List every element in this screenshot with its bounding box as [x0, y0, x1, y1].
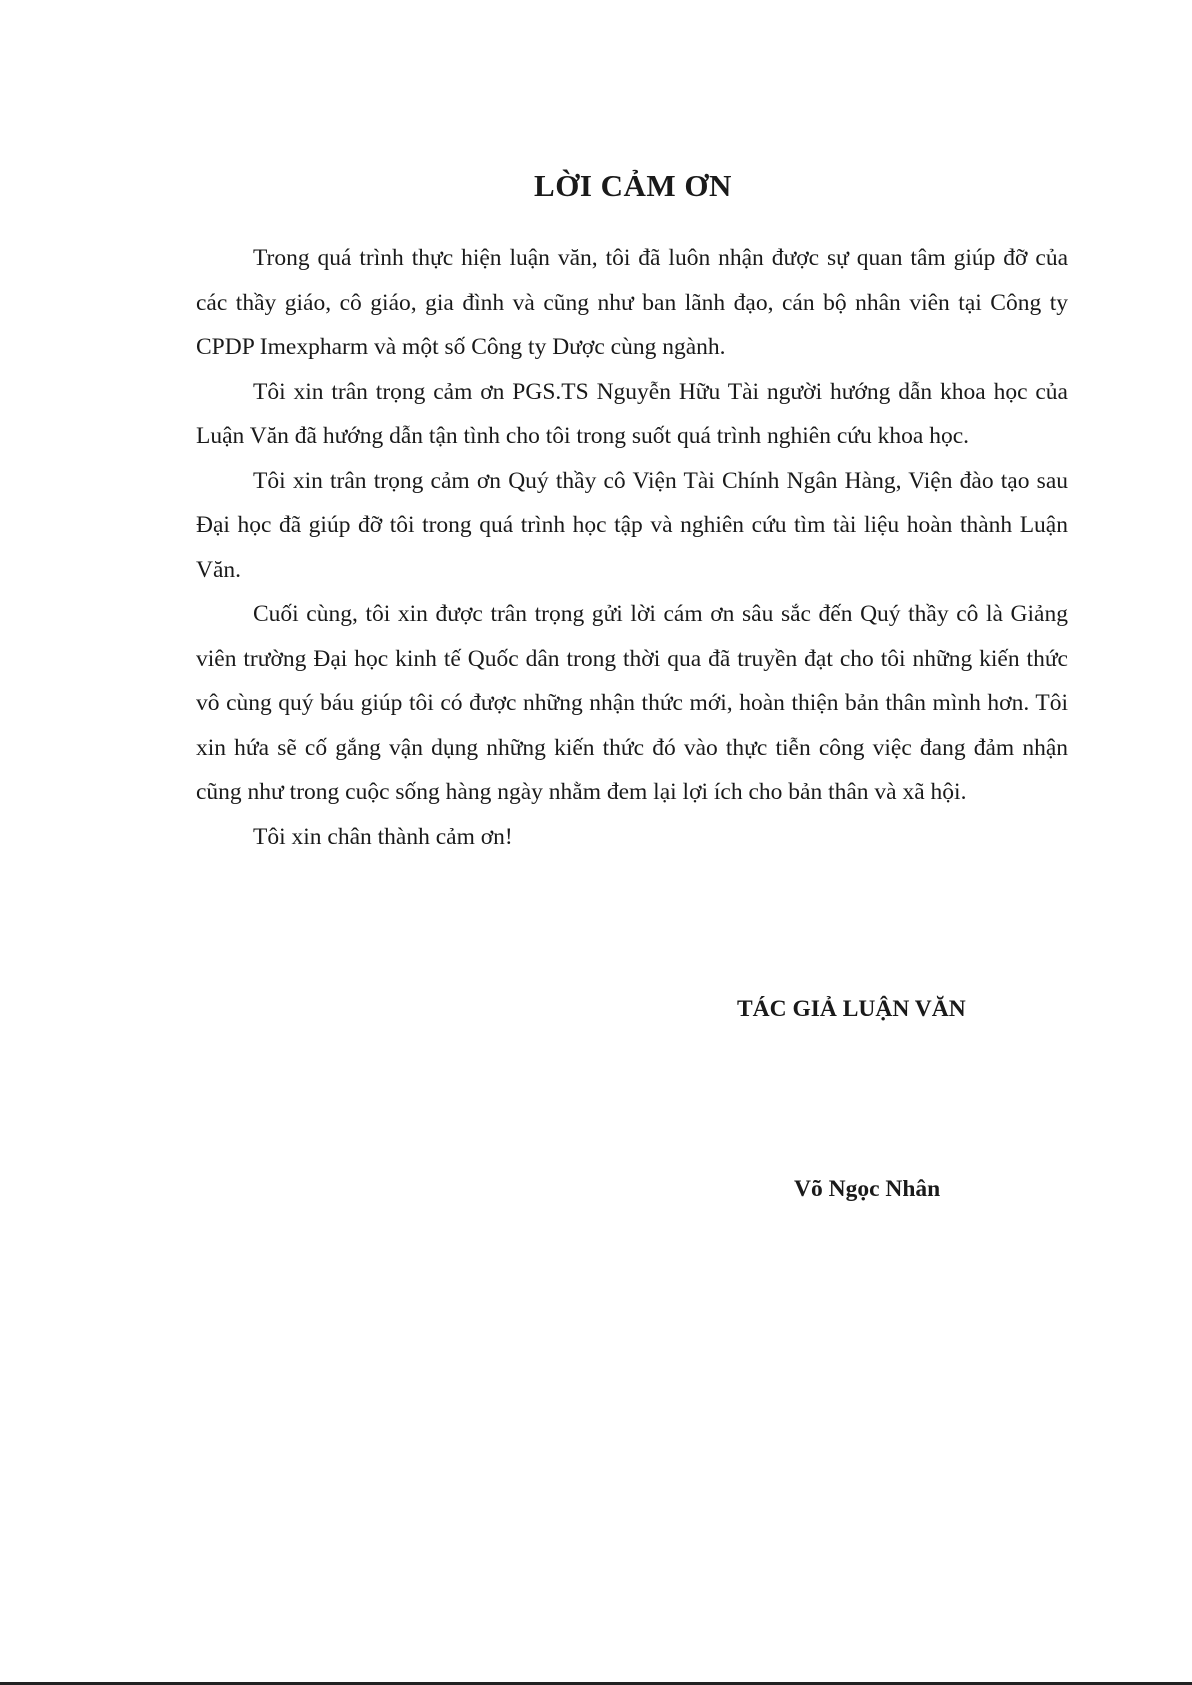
signature-name: Võ Ngọc Nhân [794, 1176, 941, 1202]
paragraph-4: Cuối cùng, tôi xin được trân trọng gửi lời cám ơn sâu sắc đến Quý thầy cô là Giảng viên trường Đại học kinh tế Quốc dân trong thời qua đã truyền đạt cho tôi những kiến thức vô cùng quý báu giúp tôi có được những nhận thức mới, hoàn thiện bản thân mình hơn. Tôi xin hứa sẽ cố gắng vận dụng những kiến thức đó vào thực tiễn công việc đang đảm nhận cũng như trong cuộc sống hàng ngày nhằm đem lại lợi ích cho bản thân và xã hội. [196, 601, 1068, 805]
paragraph-2: Tôi xin trân trọng cảm ơn PGS.TS Nguyễn Hữu Tài người hướng dẫn khoa học của Luận Văn đã hướng dẫn tận tình cho tôi trong suốt quá trình nghiên cứu khoa học. [196, 378, 1068, 449]
page-title: LỜI CẢM ƠN [534, 168, 732, 203]
paragraph-1: Trong quá trình thực hiện luận văn, tôi đã luôn nhận được sự quan tâm giúp đỡ của các thầy giáo, cô giáo, gia đình và cũng như ban lãnh đạo, cán bộ nhân viên tại Công ty CPDP Imexpharm và một số Công ty Dược cùng ngành. [196, 245, 1068, 360]
paragraph-5: Tôi xin chân thành cảm ơn! [253, 823, 513, 850]
document-body [196, 236, 1068, 859]
signature-role: TÁC GIẢ LUẬN VĂN [737, 996, 966, 1022]
paragraph-3: Tôi xin trân trọng cảm ơn Quý thầy cô Viện Tài Chính Ngân Hàng, Viện đào tạo sau Đại học đã giúp đỡ tôi trong quá trình học tập và nghiên cứu tìm tài liệu hoàn thành Luận Văn. [196, 467, 1068, 583]
